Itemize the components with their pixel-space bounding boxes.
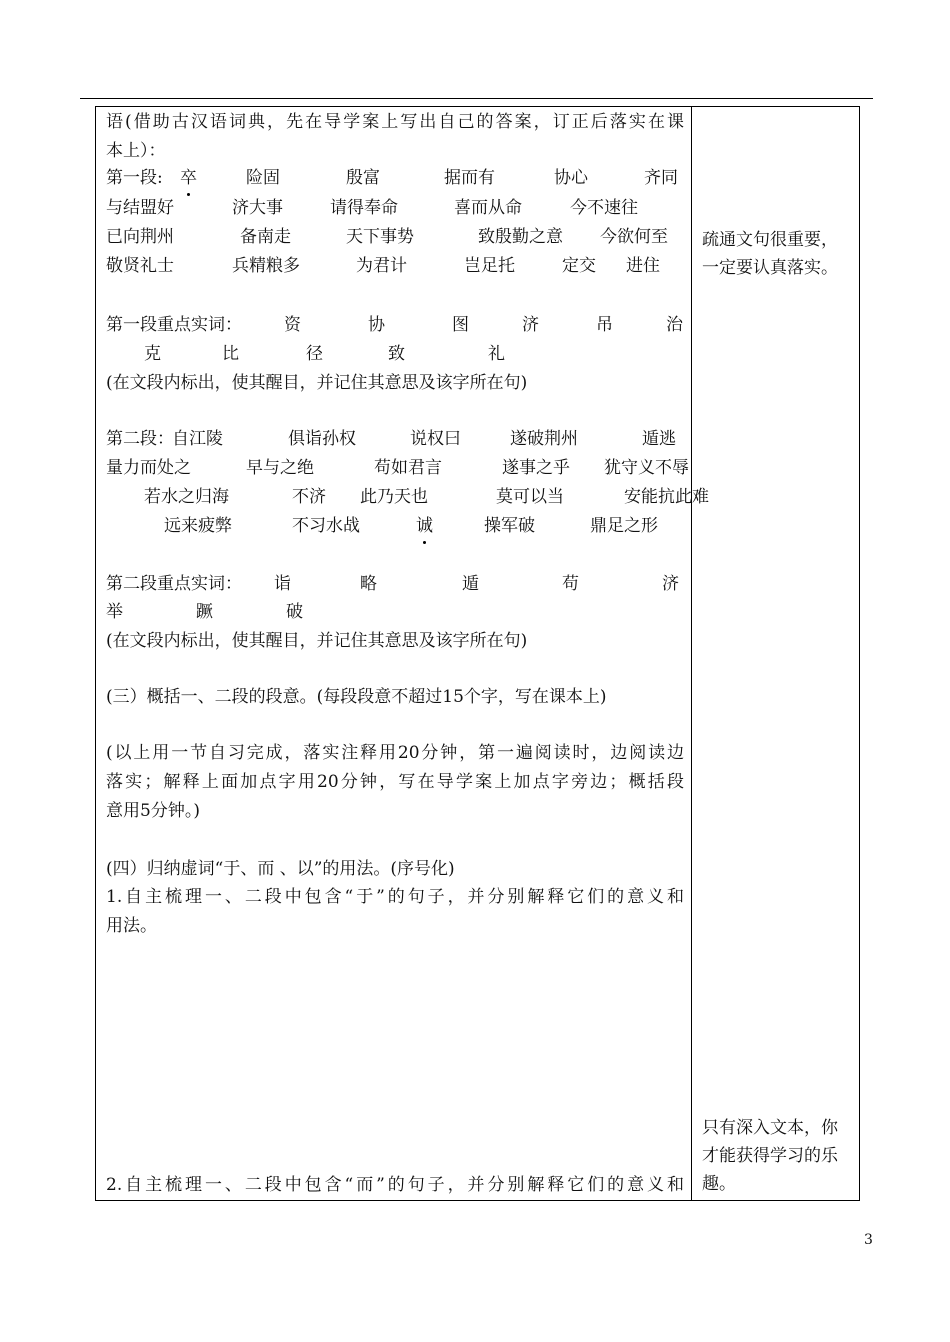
p1-item: 济大事 xyxy=(232,198,283,218)
keyword: 图 xyxy=(452,315,469,335)
p1-item: 天下事势 xyxy=(346,227,414,247)
p2-item: 不济 xyxy=(292,487,326,507)
para2-keywords-note: (在文段内标出，使其醒目，并记住其意思及该字所在句) xyxy=(106,631,528,651)
intro-line-2: 本上）： xyxy=(106,141,166,161)
para1-keywords-label: 第一段重点实词： xyxy=(106,315,242,335)
p1-item: 请得奉命 xyxy=(330,198,398,218)
sidebar-note-reading: 只有深入文本，你才能获得学习的乐趣。 xyxy=(702,1118,838,1194)
p2-item: 安能抗此难 xyxy=(624,487,709,507)
section4-title: (四）归纳虚词“于、而 、以”的用法。(序号化) xyxy=(106,859,455,879)
question-1-line-1: 1.自主梳理一、二段中包含“于”的句子，并分别解释它们的意义和 xyxy=(106,887,684,907)
p1-item: 今不速往 xyxy=(570,198,638,218)
keyword: 协 xyxy=(368,315,385,335)
keyword: 治 xyxy=(666,315,683,335)
intro-line-1: 语(借助古汉语词典，先在导学案上写出自己的答案，订正后落实在课 xyxy=(106,112,684,132)
p1-item: 为君计 xyxy=(356,256,407,276)
p1-item: 卒 xyxy=(180,168,197,188)
p1-item: 敬贤礼士 xyxy=(106,256,174,276)
keyword: 诣 xyxy=(274,574,291,594)
p2-item: 鼎足之形 xyxy=(590,516,658,536)
p2-item: 苟如君言 xyxy=(374,458,442,478)
para2-keywords-label: 第二段重点实词： xyxy=(106,574,242,594)
keyword: 蹶 xyxy=(196,602,213,622)
keyword: 比 xyxy=(222,344,239,364)
page-number: 3 xyxy=(864,1232,873,1248)
p2-item: 操军破 xyxy=(484,516,535,536)
p1-item: 备南走 xyxy=(240,227,291,247)
p2-item: 犹守义不辱 xyxy=(604,458,689,478)
p1-item: 岂足托 xyxy=(464,256,515,276)
header-rule xyxy=(80,98,873,99)
p2-item: 俱诣孙权 xyxy=(288,429,356,449)
p2-item: 遂事之乎 xyxy=(502,458,570,478)
p2-item: 遁逃 xyxy=(642,429,676,449)
p1-item: 殷富 xyxy=(346,168,380,188)
p2-item: 此乃天也 xyxy=(360,487,428,507)
keyword: 致 xyxy=(388,344,405,364)
p2-item: 莫可以当 xyxy=(496,487,564,507)
keyword: 径 xyxy=(306,344,323,364)
p1-item: 已向荆州 xyxy=(106,227,174,247)
p1-item: 喜而从命 xyxy=(454,198,522,218)
p2-item: 说权曰 xyxy=(410,429,461,449)
keyword: 济 xyxy=(662,574,679,594)
p1-item: 进住 xyxy=(626,256,660,276)
keyword: 破 xyxy=(286,602,303,622)
p1-item: 齐同 xyxy=(644,168,678,188)
p1-item: 据而有 xyxy=(444,168,495,188)
keyword: 举 xyxy=(106,602,123,622)
keyword: 苟 xyxy=(562,574,579,594)
timing-line-1: (以上用一节自习完成，落实注释用20分钟，第一遍阅读时，边阅读边 xyxy=(106,743,684,763)
keyword: 礼 xyxy=(488,344,505,364)
keyword: 遁 xyxy=(462,574,479,594)
p1-item: 险固 xyxy=(246,168,280,188)
p2-item: 量力而处之 xyxy=(106,458,191,478)
p1-item: 今欲何至 xyxy=(600,227,668,247)
timing-line-2: 落实；解释上面加点字用20分钟，写在导学案上加点字旁边；概括段 xyxy=(106,772,684,792)
keyword: 克 xyxy=(144,344,161,364)
keyword: 吊 xyxy=(596,315,613,335)
keyword: 略 xyxy=(360,574,377,594)
p1-item: 致殷勤之意 xyxy=(478,227,563,247)
p1-item: 协心 xyxy=(554,168,588,188)
p2-item: 遂破荆州 xyxy=(510,429,578,449)
para1-keywords-note: (在文段内标出，使其醒目，并记住其意思及该字所在句) xyxy=(106,373,528,393)
section3-title: (三）概括一、二段的段意。(每段段意不超过15个字，写在课本上) xyxy=(106,687,607,707)
question-1-line-2: 用法。 xyxy=(106,916,157,936)
keyword: 资 xyxy=(284,315,301,335)
p1-item: 与结盟好 xyxy=(106,198,174,218)
p2-item: 若水之归海 xyxy=(144,487,229,507)
p2-item: 不习水战 xyxy=(292,516,360,536)
p2-item: 远来疲弊 xyxy=(164,516,232,536)
question-2-line-1: 2.自主梳理一、二段中包含“而”的句子，并分别解释它们的意义和 xyxy=(106,1175,684,1195)
timing-line-3: 意用5分钟。) xyxy=(106,801,200,821)
keyword: 济 xyxy=(522,315,539,335)
p2-item: 早与之绝 xyxy=(246,458,314,478)
sidebar-note-study: 疏通文句很重要，一定要认真落实。 xyxy=(702,230,838,278)
p2-item: 自江陵 xyxy=(172,429,223,449)
p1-item: 兵精粮多 xyxy=(232,256,300,276)
column-divider xyxy=(691,106,692,1201)
para2-label: 第二段： xyxy=(106,429,174,449)
p2-item: 诚 xyxy=(416,516,433,536)
p1-item: 定交 xyxy=(562,256,596,276)
para1-label: 第一段: xyxy=(106,168,163,188)
